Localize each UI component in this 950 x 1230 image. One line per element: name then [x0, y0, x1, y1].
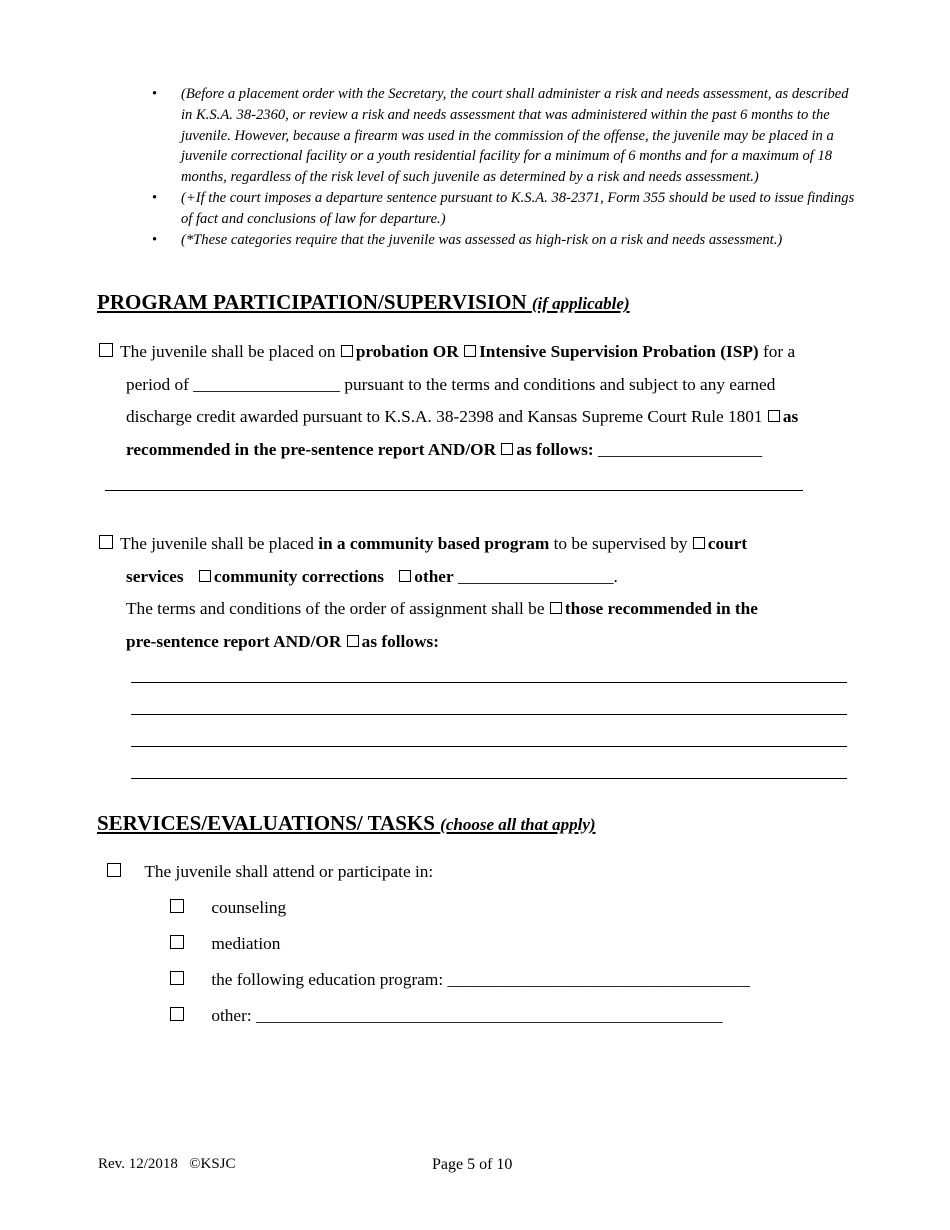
probation-blank-line[interactable]	[105, 490, 803, 491]
recommended-terms-checkbox[interactable]	[550, 602, 562, 614]
probation-paragraph: The juvenile shall be placed on probation OR Intensive Supervision Probation (ISP) for a period of _________________ pursuant to the terms and conditions and subject to any earned discharge credit awarded pursuant to K.S.A. 38-2398 and Kansas Supreme Court Rule 1801 as recommended in the pre-sentence report AND/OR as follows: ___________________	[98, 336, 798, 466]
bullet-item: • (Before a placement order with the Secretary, the court shall administer a risk and needs assessment, as described in K.S.A. 38-2360, or review a risk and needs assessment that was administered within the past 6 months to the juvenile. However, because a firearm was used in the commission of the offense, the juvenile may be placed in a juvenile correctional facility or a youth residential facility for a minimum of 6 months and for a maximum of 18 months, regardless of the risk level of such juvenile as determined by a risk and needs assessment.)	[152, 86, 849, 186]
mediation-checkbox[interactable]	[170, 935, 184, 949]
page-number: Page 5 of 10	[432, 1156, 513, 1173]
other-supervisor-checkbox[interactable]	[399, 570, 411, 582]
terms-blank-line[interactable]	[131, 682, 847, 683]
other-service-checkbox[interactable]	[170, 1007, 184, 1021]
recommended-checkbox[interactable]	[768, 410, 780, 422]
bullet-dot-icon: •	[152, 231, 158, 248]
footer-revision: Rev. 12/2018 ©KSJC	[98, 1156, 236, 1172]
services-section-title: SERVICES/EVALUATIONS/ TASKS (choose all that apply)	[97, 811, 596, 835]
bullet-dot-icon: •	[152, 189, 158, 206]
probation-main-checkbox[interactable]	[99, 343, 113, 357]
bullet-item: • (+If the court imposes a departure sentence pursuant to K.S.A. 38-2371, Form 355 should be used to issue findings of fact and conclusions of law for departure.)	[152, 189, 855, 227]
terms-blank-line[interactable]	[131, 778, 847, 779]
community-corrections-checkbox[interactable]	[199, 570, 211, 582]
terms-blank-line[interactable]	[131, 746, 847, 747]
as-follows-checkbox[interactable]	[501, 443, 513, 455]
bullet-item: • (*These categories require that the juvenile was assessed as high-risk on a risk and needs assessment.)	[152, 230, 857, 251]
services-intro-row: The juvenile shall attend or participate in:	[106, 856, 433, 889]
terms-blank-line[interactable]	[131, 714, 847, 715]
program-section-title: PROGRAM PARTICIPATION/SUPERVISION (if applicable)	[97, 290, 630, 314]
service-item-mediation: mediation	[169, 928, 280, 961]
service-item-counseling: counseling	[169, 892, 286, 925]
isp-checkbox[interactable]	[464, 345, 476, 357]
bullet-dot-icon: •	[152, 86, 158, 102]
terms-as-follows-checkbox[interactable]	[347, 635, 359, 647]
instruction-bullets	[152, 84, 857, 250]
service-item-other: other: ______________________________________________________	[169, 1000, 723, 1033]
service-item-education: the following education program: ___________________________________	[169, 964, 750, 997]
services-main-checkbox[interactable]	[107, 863, 121, 877]
education-program-checkbox[interactable]	[170, 971, 184, 985]
community-program-paragraph: The juvenile shall be placed in a community based program to be supervised by court services community corrections other __________________. The terms and conditions of the order of assignment shall be those recommended in the pre-sentence report AND/OR as follows:	[98, 528, 758, 658]
counseling-checkbox[interactable]	[170, 899, 184, 913]
community-main-checkbox[interactable]	[99, 535, 113, 549]
court-services-checkbox[interactable]	[693, 537, 705, 549]
probation-checkbox[interactable]	[341, 345, 353, 357]
